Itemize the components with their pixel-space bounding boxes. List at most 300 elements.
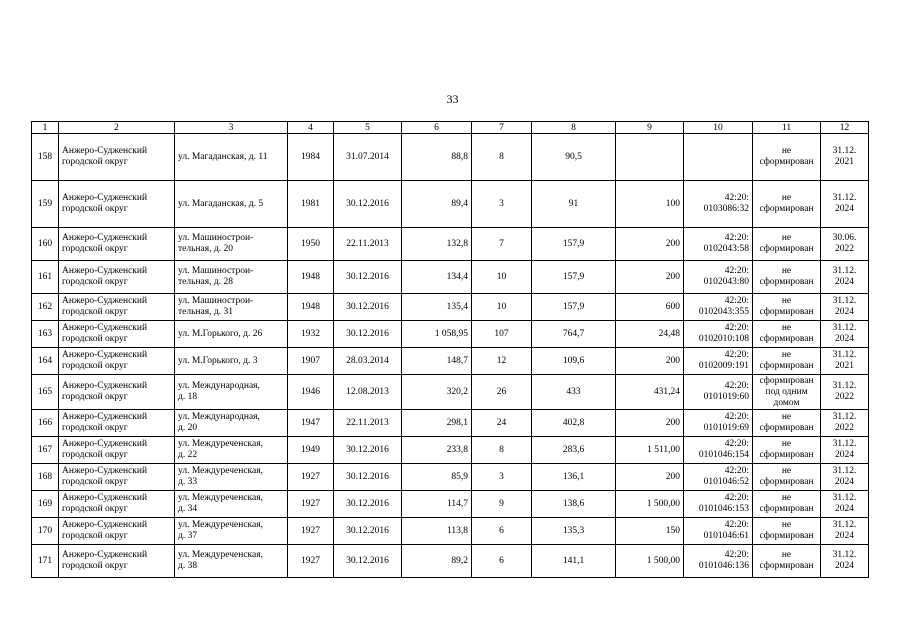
address-cell-line: д. 18: [178, 392, 198, 402]
status-cell: [753, 375, 821, 410]
value8-cell: 90,5: [532, 134, 616, 181]
deadline-cell-line: 2022: [835, 244, 854, 254]
municipality-cell-line: городской округ: [62, 477, 128, 487]
area-cell: 88,8: [402, 134, 472, 181]
residents-cell: 12: [472, 348, 532, 375]
date-cell: 31.07.2014: [334, 134, 402, 181]
date-cell: 12.08.2013: [334, 375, 402, 410]
deadline-cell-line: 2024: [835, 477, 854, 487]
area-cell: 132,8: [402, 228, 472, 261]
area-cell: 85,9: [402, 464, 472, 491]
build-year-cell: 1950: [288, 228, 334, 261]
cadastral-cell: [684, 228, 753, 261]
address-cell-line: ул. Международная,: [178, 381, 260, 391]
deadline-cell-line: 2024: [835, 204, 854, 214]
status-cell: [753, 437, 821, 464]
row-number: 171: [32, 545, 59, 578]
value8-cell: 136,1: [532, 464, 616, 491]
municipality-cell-line: Анжеро-Судженский: [62, 412, 148, 422]
residents-cell: 107: [472, 321, 532, 348]
table-row: [32, 375, 869, 410]
municipality-cell-line: городской округ: [62, 450, 128, 460]
address-cell: [175, 181, 288, 228]
deadline-cell: [821, 464, 869, 491]
municipality-cell-line: Анжеро-Судженский: [62, 146, 148, 156]
area-cell: 298,1: [402, 410, 472, 437]
date-cell: 30.12.2016: [334, 321, 402, 348]
address-cell: [175, 321, 288, 348]
address-cell-line: ул. Магаданская, д. 5: [178, 198, 264, 209]
municipality-cell-line: городской округ: [62, 561, 128, 571]
address-cell: [175, 261, 288, 294]
build-year-cell: 1932: [288, 321, 334, 348]
table-body: [32, 122, 869, 578]
deadline-cell-line: 31.12.: [832, 296, 857, 306]
value9-cell: 200: [616, 464, 684, 491]
address-cell-line: ул. Междуреченская,: [178, 466, 263, 476]
row-number: 167: [32, 437, 59, 464]
cadastral-cell-line: 0102043:355: [698, 307, 749, 317]
address-cell-line: д. 37: [178, 531, 198, 541]
municipality-cell-line: Анжеро-Судженский: [62, 550, 148, 560]
build-year-cell: 1981: [288, 181, 334, 228]
municipality-cell: [59, 491, 175, 518]
column-number-6: 6: [402, 122, 472, 134]
deadline-cell-line: 31.12.: [832, 550, 857, 560]
address-cell-line: д. 34: [178, 504, 198, 514]
build-year-cell: 1927: [288, 464, 334, 491]
cadastral-cell: [684, 464, 753, 491]
date-cell: 30.12.2016: [334, 491, 402, 518]
address-cell-line: д. 22: [178, 450, 198, 460]
municipality-cell: [59, 261, 175, 294]
build-year-cell: 1947: [288, 410, 334, 437]
area-cell: 320,2: [402, 375, 472, 410]
status-cell-line: не: [781, 350, 792, 360]
address-cell: [175, 545, 288, 578]
address-cell: [175, 134, 288, 181]
address-cell: [175, 518, 288, 545]
cadastral-cell-line: 42:20:: [724, 233, 749, 243]
deadline-cell-line: 31.12.: [832, 323, 857, 333]
cadastral-cell-line: 42:20:: [724, 520, 749, 530]
cadastral-cell-line: 42:20:: [724, 266, 749, 276]
municipality-cell-line: Анжеро-Судженский: [62, 193, 148, 203]
address-cell-line: тельная, д. 28: [178, 277, 233, 287]
status-cell-line: сформирован: [759, 375, 814, 386]
column-number-3: 3: [175, 122, 288, 134]
status-cell-line: сформирован: [759, 361, 814, 371]
column-number-7: 7: [472, 122, 532, 134]
deadline-cell-line: 31.12.: [832, 381, 857, 391]
status-cell-line: не: [781, 550, 792, 560]
municipality-cell-line: городской округ: [62, 334, 128, 344]
municipality-cell: [59, 228, 175, 261]
address-cell-line: ул. Магаданская, д. 11: [178, 151, 268, 162]
municipality-cell-line: городской округ: [62, 423, 128, 433]
address-cell: [175, 348, 288, 375]
residents-cell: 10: [472, 261, 532, 294]
status-cell: [753, 228, 821, 261]
deadline-cell: [821, 375, 869, 410]
municipality-cell-line: Анжеро-Судженский: [62, 493, 148, 503]
row-number: 170: [32, 518, 59, 545]
address-cell-line: д. 38: [178, 561, 198, 571]
value9-cell: 1 500,00: [616, 491, 684, 518]
status-cell: [753, 464, 821, 491]
build-year-cell: 1927: [288, 518, 334, 545]
deadline-cell-line: 30.06.: [832, 233, 857, 243]
page-number: 33: [446, 92, 459, 106]
status-cell: [753, 410, 821, 437]
deadline-cell: [821, 348, 869, 375]
status-cell-line: сформирован: [759, 204, 814, 214]
date-cell: 30.12.2016: [334, 294, 402, 321]
cadastral-cell-line: 42:20:: [724, 350, 749, 360]
address-cell-line: ул. М.Горького, д. 26: [178, 328, 263, 339]
municipality-cell-line: Анжеро-Судженский: [62, 323, 148, 333]
area-cell: 114,7: [402, 491, 472, 518]
build-year-cell: 1927: [288, 491, 334, 518]
municipality-cell-line: Анжеро-Судженский: [62, 266, 148, 276]
table-row: [32, 545, 869, 578]
deadline-cell-line: 31.12.: [832, 493, 857, 503]
residents-cell: 8: [472, 134, 532, 181]
address-cell-line: ул. Машинострои-: [178, 296, 254, 306]
deadline-cell: [821, 321, 869, 348]
value9-cell: 600: [616, 294, 684, 321]
cadastral-cell-line: 0101046:61: [703, 531, 749, 541]
cadastral-cell: [684, 491, 753, 518]
deadline-cell-line: 31.12.: [832, 466, 857, 476]
deadline-cell: [821, 134, 869, 181]
deadline-cell-line: 2024: [835, 307, 854, 317]
table-row: [32, 134, 869, 181]
deadline-cell-line: 31.12.: [832, 520, 857, 530]
municipality-cell-line: Анжеро-Судженский: [62, 439, 148, 449]
table-row: [32, 294, 869, 321]
municipality-cell-line: городской округ: [62, 157, 128, 167]
status-cell: [753, 261, 821, 294]
residents-cell: 26: [472, 375, 532, 410]
build-year-cell: 1946: [288, 375, 334, 410]
status-cell-line: сформирован: [759, 244, 814, 254]
date-cell: 30.12.2016: [334, 261, 402, 294]
table-row: [32, 464, 869, 491]
deadline-cell-line: 2022: [835, 423, 854, 433]
deadline-cell-line: 31.12.: [832, 146, 857, 156]
cadastral-cell-line: 42:20:: [724, 296, 749, 306]
date-cell: 30.12.2016: [334, 464, 402, 491]
column-number-1: 1: [32, 122, 59, 134]
deadline-cell-line: 2024: [835, 277, 854, 287]
cadastral-cell-line: 42:20:: [724, 323, 749, 333]
municipality-cell: [59, 134, 175, 181]
row-number: 169: [32, 491, 59, 518]
row-number: 163: [32, 321, 59, 348]
value9-cell: 200: [616, 261, 684, 294]
status-cell: [753, 348, 821, 375]
municipality-cell: [59, 321, 175, 348]
municipality-cell: [59, 375, 175, 410]
value9-cell: 1 500,00: [616, 545, 684, 578]
table-row: [32, 491, 869, 518]
address-cell: [175, 375, 288, 410]
area-cell: 135,4: [402, 294, 472, 321]
deadline-cell-line: 31.12.: [832, 350, 857, 360]
municipality-cell: [59, 294, 175, 321]
status-cell-line: под одним: [765, 386, 808, 397]
status-cell-line: сформирован: [759, 477, 814, 487]
deadline-cell-line: 2024: [835, 450, 854, 460]
municipality-cell-line: Анжеро-Судженский: [62, 233, 148, 243]
municipality-cell-line: городской округ: [62, 244, 128, 254]
value9-cell: 200: [616, 410, 684, 437]
table-row: [32, 348, 869, 375]
residents-cell: 3: [472, 464, 532, 491]
cadastral-cell-line: 0101046:153: [698, 504, 749, 514]
cadastral-cell-line: 0101046:136: [698, 561, 749, 571]
address-cell: [175, 437, 288, 464]
status-cell-line: сформирован: [759, 307, 814, 317]
residents-cell: 6: [472, 518, 532, 545]
value9-cell: 1 511,00: [616, 437, 684, 464]
address-cell-line: тельная, д. 31: [178, 307, 233, 317]
status-cell-line: сформирован: [759, 450, 814, 460]
area-cell: 113,8: [402, 518, 472, 545]
column-number-4: 4: [288, 122, 334, 134]
status-cell-line: сформирован: [759, 277, 814, 287]
column-number-5: 5: [334, 122, 402, 134]
table-row: [32, 437, 869, 464]
residents-cell: 7: [472, 228, 532, 261]
address-cell-line: д. 33: [178, 477, 198, 487]
residents-cell: 3: [472, 181, 532, 228]
value9-cell: 431,24: [616, 375, 684, 410]
cadastral-cell-line: 0103086:32: [703, 204, 749, 214]
status-cell-line: не: [781, 146, 792, 156]
column-number-12: 12: [821, 122, 869, 134]
cadastral-cell-line: 0101019:60: [703, 392, 749, 402]
status-cell-line: не: [781, 439, 792, 449]
residents-cell: 10: [472, 294, 532, 321]
deadline-cell-line: 2021: [835, 157, 854, 167]
municipality-cell-line: городской округ: [62, 392, 128, 402]
status-cell-line: не: [781, 296, 792, 306]
status-cell-line: сформирован: [759, 423, 814, 433]
status-cell: [753, 491, 821, 518]
municipality-cell: [59, 348, 175, 375]
build-year-cell: 1907: [288, 348, 334, 375]
address-cell: [175, 228, 288, 261]
municipality-cell-line: Анжеро-Судженский: [62, 381, 148, 391]
value9-cell: 200: [616, 228, 684, 261]
build-year-cell: 1949: [288, 437, 334, 464]
row-number: 164: [32, 348, 59, 375]
table-row: [32, 410, 869, 437]
cadastral-cell-line: 0102010:108: [698, 334, 749, 344]
area-cell: 89,2: [402, 545, 472, 578]
row-number: 161: [32, 261, 59, 294]
date-cell: 22.11.2013: [334, 410, 402, 437]
status-cell: [753, 321, 821, 348]
row-number: 166: [32, 410, 59, 437]
cadastral-cell: [684, 545, 753, 578]
address-cell-line: тельная, д. 20: [178, 244, 233, 254]
row-number: 158: [32, 134, 59, 181]
municipality-cell-line: Анжеро-Судженский: [62, 466, 148, 476]
area-cell: 1 058,95: [402, 321, 472, 348]
date-cell: 30.12.2016: [334, 181, 402, 228]
deadline-cell: [821, 410, 869, 437]
residents-cell: 24: [472, 410, 532, 437]
value8-cell: 91: [532, 181, 616, 228]
deadline-cell-line: 2024: [835, 531, 854, 541]
deadline-cell: [821, 491, 869, 518]
cadastral-cell-line: 0101019:69: [703, 423, 749, 433]
status-cell-line: не: [781, 323, 792, 333]
address-cell-line: ул. Междуреченская,: [178, 439, 263, 449]
status-cell-line: не: [781, 520, 792, 530]
cadastral-cell-line: 0102009:191: [698, 361, 749, 371]
value8-cell: 135,3: [532, 518, 616, 545]
cadastral-cell-line: 42:20:: [724, 466, 749, 476]
value9-cell: 100: [616, 181, 684, 228]
deadline-cell-line: 2021: [835, 361, 854, 371]
address-cell-line: ул. Междуреченская,: [178, 493, 263, 503]
cadastral-cell: [684, 375, 753, 410]
municipality-cell-line: городской округ: [62, 531, 128, 541]
value9-cell: [616, 134, 684, 181]
cadastral-cell-line: 42:20:: [724, 412, 749, 422]
deadline-cell-line: 31.12.: [832, 439, 857, 449]
deadline-cell-line: 2024: [835, 504, 854, 514]
cadastral-cell: [684, 348, 753, 375]
table-row: [32, 181, 869, 228]
value9-cell: 150: [616, 518, 684, 545]
column-number-10: 10: [684, 122, 753, 134]
cadastral-cell-line: 0101046:154: [698, 450, 749, 460]
table-row: [32, 321, 869, 348]
municipality-cell: [59, 464, 175, 491]
cadastral-cell-line: 42:20:: [724, 550, 749, 560]
cadastral-cell: [684, 134, 753, 181]
address-cell: [175, 410, 288, 437]
status-cell-line: сформирован: [759, 504, 814, 514]
date-cell: 30.12.2016: [334, 437, 402, 464]
municipality-cell: [59, 518, 175, 545]
address-cell-line: д. 20: [178, 423, 198, 433]
municipality-cell: [59, 545, 175, 578]
municipality-cell-line: городской округ: [62, 504, 128, 514]
column-number-9: 9: [616, 122, 684, 134]
address-cell: [175, 464, 288, 491]
value8-cell: 764,7: [532, 321, 616, 348]
value8-cell: 402,8: [532, 410, 616, 437]
address-cell: [175, 294, 288, 321]
row-number: 168: [32, 464, 59, 491]
column-number-row: [32, 122, 869, 134]
deadline-cell: [821, 261, 869, 294]
deadline-cell: [821, 518, 869, 545]
municipality-cell-line: Анжеро-Судженский: [62, 296, 148, 306]
cadastral-cell: [684, 437, 753, 464]
municipality-cell-line: городской округ: [62, 277, 128, 287]
table-row: [32, 518, 869, 545]
municipality-cell: [59, 437, 175, 464]
cadastral-cell-line: 0101046:52: [703, 477, 749, 487]
value8-cell: 433: [532, 375, 616, 410]
address-cell-line: ул. Междуреченская,: [178, 520, 263, 530]
deadline-cell: [821, 545, 869, 578]
date-cell: 28.03.2014: [334, 348, 402, 375]
area-cell: 134,4: [402, 261, 472, 294]
status-cell-line: сформирован: [759, 561, 814, 571]
value8-cell: 141,1: [532, 545, 616, 578]
status-cell: [753, 134, 821, 181]
status-cell-line: не: [781, 412, 792, 422]
status-cell-line: сформирован: [759, 531, 814, 541]
column-number-2: 2: [59, 122, 175, 134]
row-number: 159: [32, 181, 59, 228]
cadastral-cell: [684, 261, 753, 294]
deadline-cell-line: 31.12.: [832, 266, 857, 276]
table-row: [32, 228, 869, 261]
cadastral-cell-line: 42:20:: [724, 193, 749, 203]
row-number: 162: [32, 294, 59, 321]
area-cell: 233,8: [402, 437, 472, 464]
cadastral-cell-line: 42:20:: [724, 439, 749, 449]
cadastral-cell-line: 42:20:: [724, 493, 749, 503]
address-cell-line: ул. Машинострои-: [178, 233, 254, 243]
status-cell-line: сформирован: [759, 334, 814, 344]
deadline-cell-line: 31.12.: [832, 193, 857, 203]
address-cell-line: ул. Машинострои-: [178, 266, 254, 276]
municipality-cell-line: Анжеро-Судженский: [62, 520, 148, 530]
status-cell-line: не: [781, 266, 792, 276]
value8-cell: 157,9: [532, 261, 616, 294]
residents-cell: 9: [472, 491, 532, 518]
cadastral-cell-line: 0102043:58: [703, 244, 749, 254]
status-cell-line: не: [781, 193, 792, 203]
deadline-cell: [821, 294, 869, 321]
municipality-cell-line: Анжеро-Судженский: [62, 350, 148, 360]
cadastral-cell: [684, 410, 753, 437]
row-number: 160: [32, 228, 59, 261]
area-cell: 89,4: [402, 181, 472, 228]
row-number: 165: [32, 375, 59, 410]
cadastral-cell-line: 42:20:: [724, 381, 749, 391]
status-cell: [753, 181, 821, 228]
housing-registry-table: [31, 121, 869, 578]
address-cell-line: ул. Международная,: [178, 412, 260, 422]
municipality-cell-line: городской округ: [62, 307, 128, 317]
column-number-8: 8: [532, 122, 616, 134]
build-year-cell: 1984: [288, 134, 334, 181]
deadline-cell-line: 2024: [835, 334, 854, 344]
cadastral-cell: [684, 294, 753, 321]
value8-cell: 109,6: [532, 348, 616, 375]
status-cell-line: домом: [773, 397, 800, 408]
table-row: [32, 261, 869, 294]
status-cell: [753, 545, 821, 578]
deadline-cell: [821, 437, 869, 464]
area-cell: 148,7: [402, 348, 472, 375]
value8-cell: 283,6: [532, 437, 616, 464]
deadline-cell: [821, 228, 869, 261]
status-cell-line: не: [781, 233, 792, 243]
value8-cell: 138,6: [532, 491, 616, 518]
